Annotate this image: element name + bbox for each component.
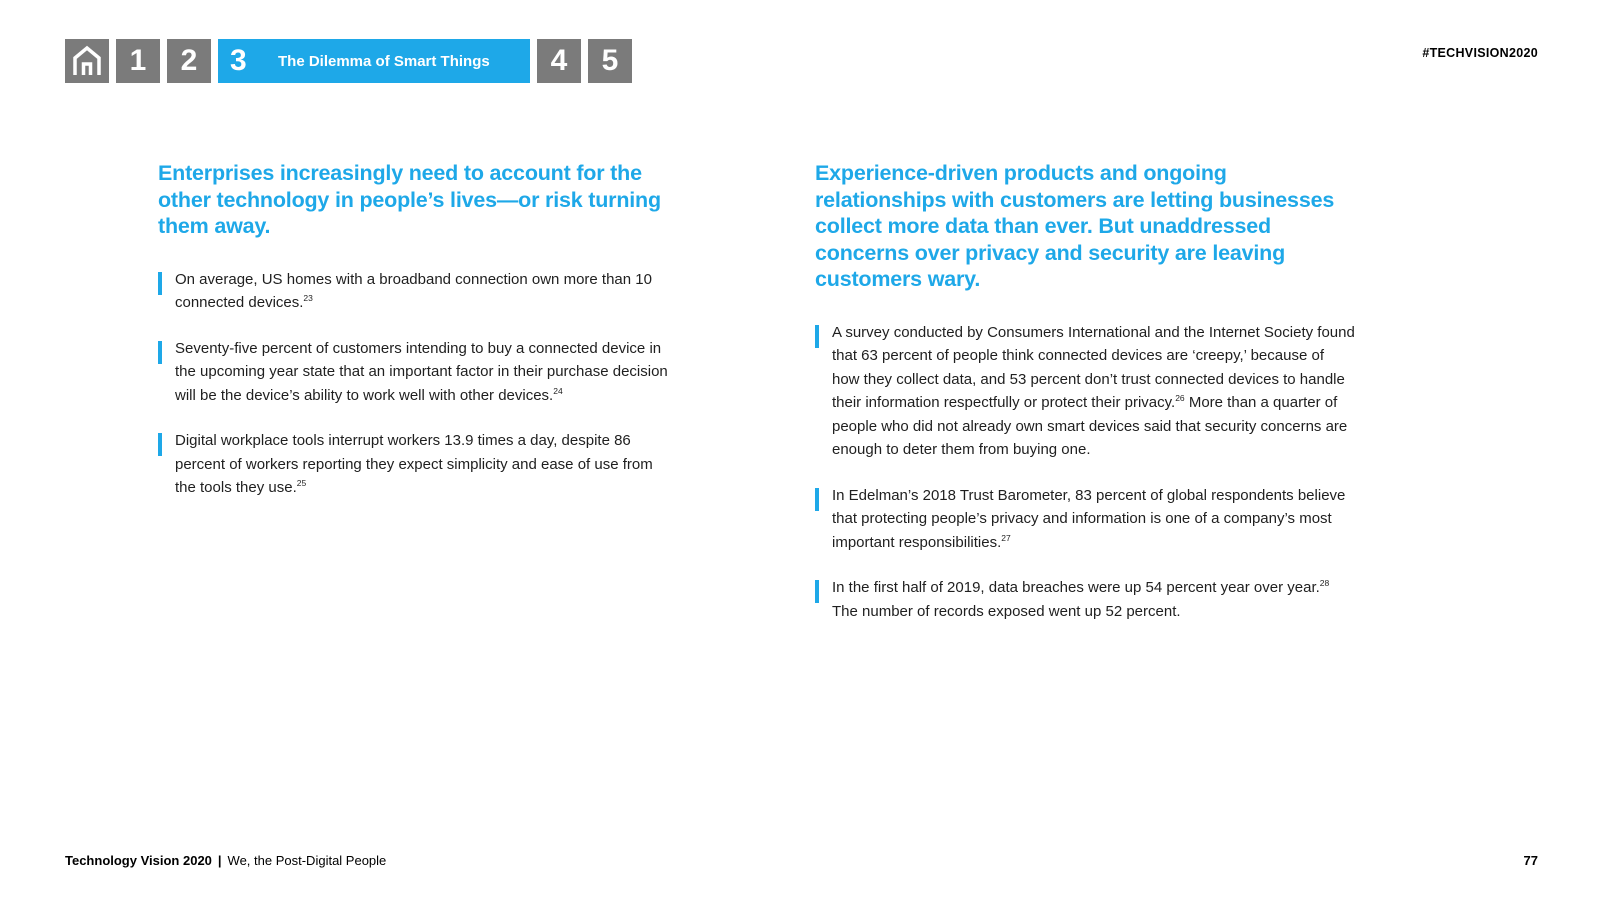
bullet-text-continued: The number of records exposed went up 52 percent. (832, 602, 1181, 620)
left-bullet-3 (158, 429, 668, 500)
footnote-ref: 27 (1001, 532, 1011, 543)
footnote-ref: 25 (296, 478, 307, 488)
nav-tab-5[interactable]: 5 (588, 39, 632, 83)
section-nav (65, 39, 632, 83)
footer-separator: | (217, 853, 222, 868)
right-bullet-2 (815, 484, 1355, 555)
right-bullet-1 (815, 321, 1355, 462)
bullet-text: On average, US homes with a broadband connection own more than 10 connected devices. (175, 270, 652, 311)
bullet-text: Seventy-five percent of customers intending to buy a connected device in the upcoming year state that an important factor in their purchase decision will be the device’s ability to work well with other devices. (175, 339, 668, 404)
right-bullet-3 (815, 576, 1355, 623)
right-column (815, 160, 1355, 645)
left-bullet-2 (158, 337, 668, 408)
footer-subtitle: We, the Post-Digital People (227, 853, 387, 868)
left-heading: Enterprises increasingly need to account for the other technology in people’s lives—or risk turning them away. (158, 161, 661, 238)
nav-tab-1[interactable]: 1 (116, 39, 160, 83)
left-bullet-1 (158, 268, 668, 315)
footnote-ref: 23 (303, 293, 313, 303)
bullet-text: Digital workplace tools interrupt workers 13.9 times a day, despite 86 percent of workers reporting they expect simplicity and ease of use from the tools they use. (175, 432, 653, 496)
bullet-text: In the first half of 2019, data breaches were up 54 percent year over year. (832, 579, 1320, 596)
footnote-ref: 24 (553, 385, 563, 396)
nav-tab-2[interactable]: 2 (167, 39, 211, 83)
home-tab[interactable] (65, 39, 109, 83)
nav-tab-3-active[interactable] (218, 39, 530, 83)
hashtag: #TECHVISION2020 (1422, 46, 1538, 60)
active-tab-title: The Dilemma of Smart Things (278, 52, 490, 70)
active-tab-number: 3 (230, 44, 247, 77)
footnote-ref: 26 (1175, 393, 1185, 403)
bullet-text: In Edelman’s 2018 Trust Barometer, 83 percent of global respondents believe that protecting people’s privacy and information is one of a company’s most important responsibilities. (832, 486, 1346, 551)
bullet-text-continued: More than a quarter of people who did not already own smart devices said that security concerns are enough to deter them from buying one. (832, 394, 1348, 458)
page-number: 77 (1523, 853, 1538, 868)
nav-tab-4[interactable]: 4 (537, 39, 581, 83)
left-column (158, 160, 668, 522)
right-heading: Experience-driven products and ongoing relationships with customers are letting businesses collect more data than ever. But unaddressed concerns over privacy and security are leaving customers wary. (815, 161, 1335, 291)
footer-brand: Technology Vision 2020 (65, 853, 212, 868)
footnote-ref: 28 (1319, 578, 1330, 588)
footer-title (65, 853, 386, 868)
home-icon (72, 45, 102, 77)
bullet-text: A survey conducted by Consumers International and the Internet Society found that 63 percent of people think connected devices are ‘creepy,’ because of how they collect data, and 53 percent don’t trust connected devices to handle their information respectfully or protect their privacy. (832, 323, 1355, 411)
